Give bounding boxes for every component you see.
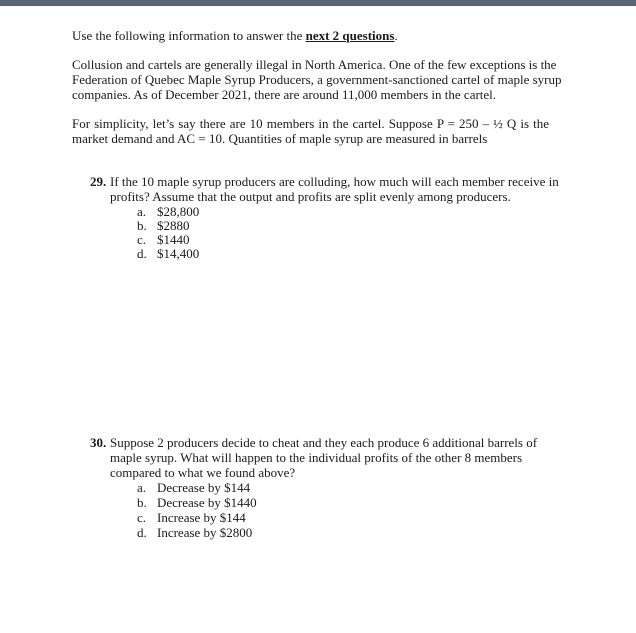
question-29-line-1: If the 10 maple syrup producers are colluding, how much will each member receive in <box>110 174 559 189</box>
question-29-line-2: profits? Assume that the output and profits are split evenly among producers. <box>110 189 511 204</box>
question-30-line-3: compared to what we found above? <box>110 465 296 480</box>
q29-option-b-letter: b. <box>137 218 147 233</box>
q29-option-b[interactable] <box>137 218 190 233</box>
q30-option-c[interactable] <box>137 510 246 525</box>
q30-option-b[interactable] <box>137 495 257 510</box>
paragraph1-line-1: Collusion and cartels are generally illegal in North America. One of the few exceptions is the <box>72 57 557 72</box>
q29-option-a[interactable] <box>137 204 199 219</box>
q29-option-a-text: $28,800 <box>157 204 200 219</box>
intro-text: Use the following information to answer the <box>72 28 306 43</box>
intro-line <box>72 28 398 43</box>
q30-option-a[interactable] <box>137 480 250 495</box>
q29-option-a-letter: a. <box>137 204 147 219</box>
q29-option-c-letter: c. <box>137 232 147 247</box>
q30-option-d-letter: d. <box>137 525 147 540</box>
q30-option-c-text: Increase by $144 <box>157 510 246 525</box>
q30-option-d-text: Increase by $2800 <box>157 525 253 540</box>
question-29-number: 29. <box>90 174 107 189</box>
paragraph2-line-2: market demand and AC = 10. Quantities of maple syrup are measured in barrels <box>72 131 488 146</box>
q30-option-b-text: Decrease by $1440 <box>157 495 257 510</box>
intro-emphasis: next 2 questions <box>305 28 395 43</box>
intro-period: . <box>394 28 398 43</box>
paragraph1-line-2: Federation of Quebec Maple Syrup Producers, a government-sanctioned cartel of maple syrup <box>72 72 562 87</box>
q30-option-a-letter: a. <box>137 480 147 495</box>
q29-option-c[interactable] <box>137 232 190 247</box>
q30-option-a-text: Decrease by $144 <box>157 480 251 495</box>
q29-option-d-text: $14,400 <box>157 246 200 261</box>
q29-option-c-text: $1440 <box>157 232 190 247</box>
q30-option-c-letter: c. <box>137 510 147 525</box>
q30-option-d[interactable] <box>137 525 252 540</box>
question-30-line-1: Suppose 2 producers decide to cheat and they each produce 6 additional barrels of <box>110 435 538 450</box>
paragraph1-line-3: companies. As of December 2021, there are around 11,000 members in the cartel. <box>72 87 497 102</box>
q29-option-d[interactable] <box>137 246 199 261</box>
q30-option-b-letter: b. <box>137 495 147 510</box>
q29-option-b-text: $2880 <box>157 218 190 233</box>
question-30-line-2: maple syrup. What will happen to the individual profits of the other 8 members <box>110 450 523 465</box>
question-30-number: 30. <box>90 435 107 450</box>
q29-option-d-letter: d. <box>137 246 147 261</box>
paragraph2-line-1: For simplicity, let’s say there are 10 members in the cartel. Suppose P = 250 – ½ Q is the <box>72 116 549 131</box>
